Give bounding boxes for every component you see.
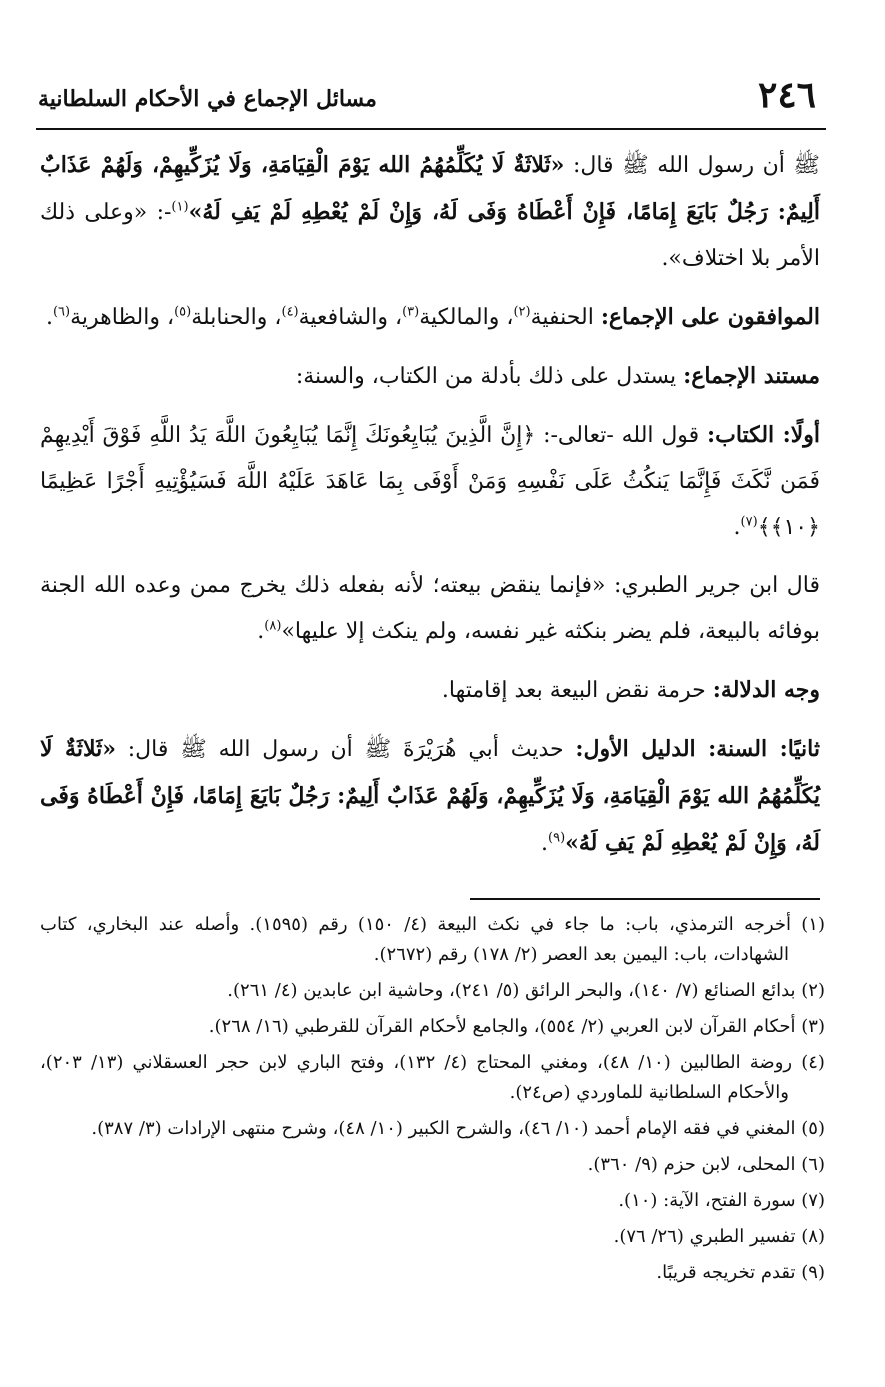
- paragraph-text: ، والظاهرية: [70, 305, 175, 330]
- footnote-item: (٤) روضة الطالبين (١٠/ ٤٨)، ومغني المحتاج (٤/ ١٣٢)، وفتح الباري لابن حجر العسقلاني (١٣/ ٢٠٣)، والأحكام السلطانية للماوردي (ص٢٤).: [40, 1052, 825, 1103]
- quran-verse: ﴿إِنَّ الَّذِينَ يُبَايِعُونَكَ إِنَّمَا يُبَايِعُونَ اللَّهَ يَدُ اللَّهِ فَوْقَ أَيْدِيهِمْ فَمَن نَّكَثَ فَإِنَّمَا يَنكُثُ عَلَى نَفْسِهِ وَمَنْ أَوْفَى بِمَا عَاهَدَ عَلَيْهُ اللَّهَ فَسَيُؤْتِيهِ أَجْرًا عَظِيمًا ﴿١٠﴾﴾: [40, 423, 820, 540]
- paragraph-text: حديث أبي هُرَيْرَةَ ﷺ أن رسول الله ﷺ قال:: [115, 737, 576, 762]
- hadith-quote: «ثَلاثَةٌ لَا يُكَلِّمُهُمُ الله يَوْمَ الْقِيَامَةِ، وَلَا يُزَكِّيهِمْ، وَلَهُمْ عَذَابٌ أَلِيمٌ: رَجُلٌ بَايَعَ إِمَامًا، فَإِنْ أَعْطَاهُ وَفَى لَهُ، وَإِنْ لَمْ يُعْطِهِ لَمْ يَفِ لَهُ»: [40, 152, 820, 225]
- paragraph-consensus-agreers: [40, 294, 820, 341]
- paragraph-text: قول الله -تعالى-:: [535, 423, 707, 448]
- section-label: أولًا: الكتاب:: [707, 422, 821, 448]
- footnote-item: (١) أخرجه الترمذي، باب: ما جاء في نكث البيعة (٤/ ١٥٠) رقم (١٥٩٥). وأصله عند البخاري، كتاب الشهادات، باب: اليمين بعد العصر (٢/ ١٧٨) رقم (٢٦٧٢).: [40, 914, 825, 965]
- footnote-ref: (٢): [513, 304, 531, 320]
- section-label: وجه الدلالة:: [712, 677, 820, 703]
- footnote-item: (٥) المغني في فقه الإمام أحمد (١٠/ ٤٦)، والشرح الكبير (١٠/ ٤٨)، وشرح منتهى الإرادات (٣/ ٣٨٧).: [91, 1118, 825, 1139]
- paragraph-consensus-basis: [40, 353, 820, 400]
- page-header: [36, 70, 826, 130]
- paragraph-text: .: [257, 619, 265, 644]
- hadith-quote: «ثَلاثَةٌ لَا يُكَلِّمُهُمُ الله يَوْمَ الْقِيَامَةِ، وَلَا يُزَكِّيهِمْ، وَلَهُمْ عَذَابٌ أَلِيمٌ: رَجُلٌ بَايَعَ إِمَامًا، فَإِنْ أَعْطَاهُ وَفَى لَهُ، وَإِنْ لَمْ يُعْطِهِ لَمْ يَفِ لَهُ»: [40, 736, 820, 856]
- paragraph-sunnah-evidence: [40, 726, 820, 867]
- section-label: ثانيًا: السنة: الدليل الأول:: [575, 736, 821, 762]
- paragraph-text: .: [733, 515, 741, 540]
- footnote-divider: [470, 898, 820, 900]
- footnote-ref: (٨): [264, 618, 282, 634]
- footnote-ref: (٧): [740, 514, 758, 530]
- running-title: مسائل الإجماع في الأحكام السلطانية: [38, 86, 377, 112]
- paragraph-tabari-quote: [40, 563, 820, 655]
- footnote-ref: (٤): [281, 304, 299, 320]
- paragraph-text: قال ابن جرير الطبري: «فإنما ينقض بيعته؛ لأنه بفعله ذلك يخرج ممن وعده الله الجنة بوفائه بالبيعة، فلم يضر بنكثه غير نفسه، ولم ينكث إلا عليها»: [40, 573, 820, 644]
- paragraph-hadith-intro: [40, 142, 820, 282]
- paragraph-text: .: [541, 831, 548, 856]
- main-text: [40, 142, 820, 879]
- paragraph-text: ، والشافعية: [298, 305, 403, 330]
- section-label: مستند الإجماع:: [683, 363, 820, 389]
- footnote-ref: (٥): [174, 304, 192, 320]
- footnote-item: (٩) تقدم تخريجه قريبًا.: [656, 1262, 825, 1283]
- paragraph-text: الحنفية: [530, 305, 601, 330]
- footnote-item: (٣) أحكام القرآن لابن العربي (٢/ ٥٥٤)، والجامع لأحكام القرآن للقرطبي (١٦/ ٢٦٨).: [208, 1016, 825, 1037]
- paragraph-indication: [40, 667, 820, 714]
- footnote-item: (٦) المحلى، لابن حزم (٩/ ٣٦٠).: [587, 1154, 825, 1175]
- footnotes: [40, 910, 825, 1294]
- paragraph-text: ﷺ أن رسول الله ﷺ قال:: [564, 153, 820, 178]
- footnote-ref: (١): [171, 199, 189, 215]
- paragraph-quran-evidence: [40, 412, 820, 551]
- footnote-item: (٧) سورة الفتح، الآية: (١٠).: [618, 1190, 825, 1211]
- paragraph-text: ، والحنابلة: [191, 305, 282, 330]
- paragraph-text: يستدل على ذلك بأدلة من الكتاب، والسنة:: [295, 364, 684, 389]
- section-label: الموافقون على الإجماع:: [600, 304, 820, 330]
- paragraph-text: حرمة نقض البيعة بعد إقامتها.: [441, 678, 713, 703]
- page-number: ٢٤٦: [757, 74, 816, 116]
- footnote-item: (٨) تفسير الطبري (٢٦/ ٧٦).: [613, 1226, 825, 1247]
- footnote-ref: (٣): [402, 304, 420, 320]
- paragraph-text: .: [45, 305, 53, 330]
- paragraph-text: ، والمالكية: [419, 305, 514, 330]
- footnote-ref: (٩): [548, 830, 566, 846]
- footnote-ref: (٦): [52, 304, 71, 320]
- paragraph-text: -: «وعلى ذلك الأمر بلا اختلاف».: [40, 200, 820, 271]
- footnote-item: (٢) بدائع الصنائع (٧/ ١٤٠)، والبحر الرائق (٥/ ٢٤١)، وحاشية ابن عابدين (٤/ ٢٦١).: [227, 980, 825, 1001]
